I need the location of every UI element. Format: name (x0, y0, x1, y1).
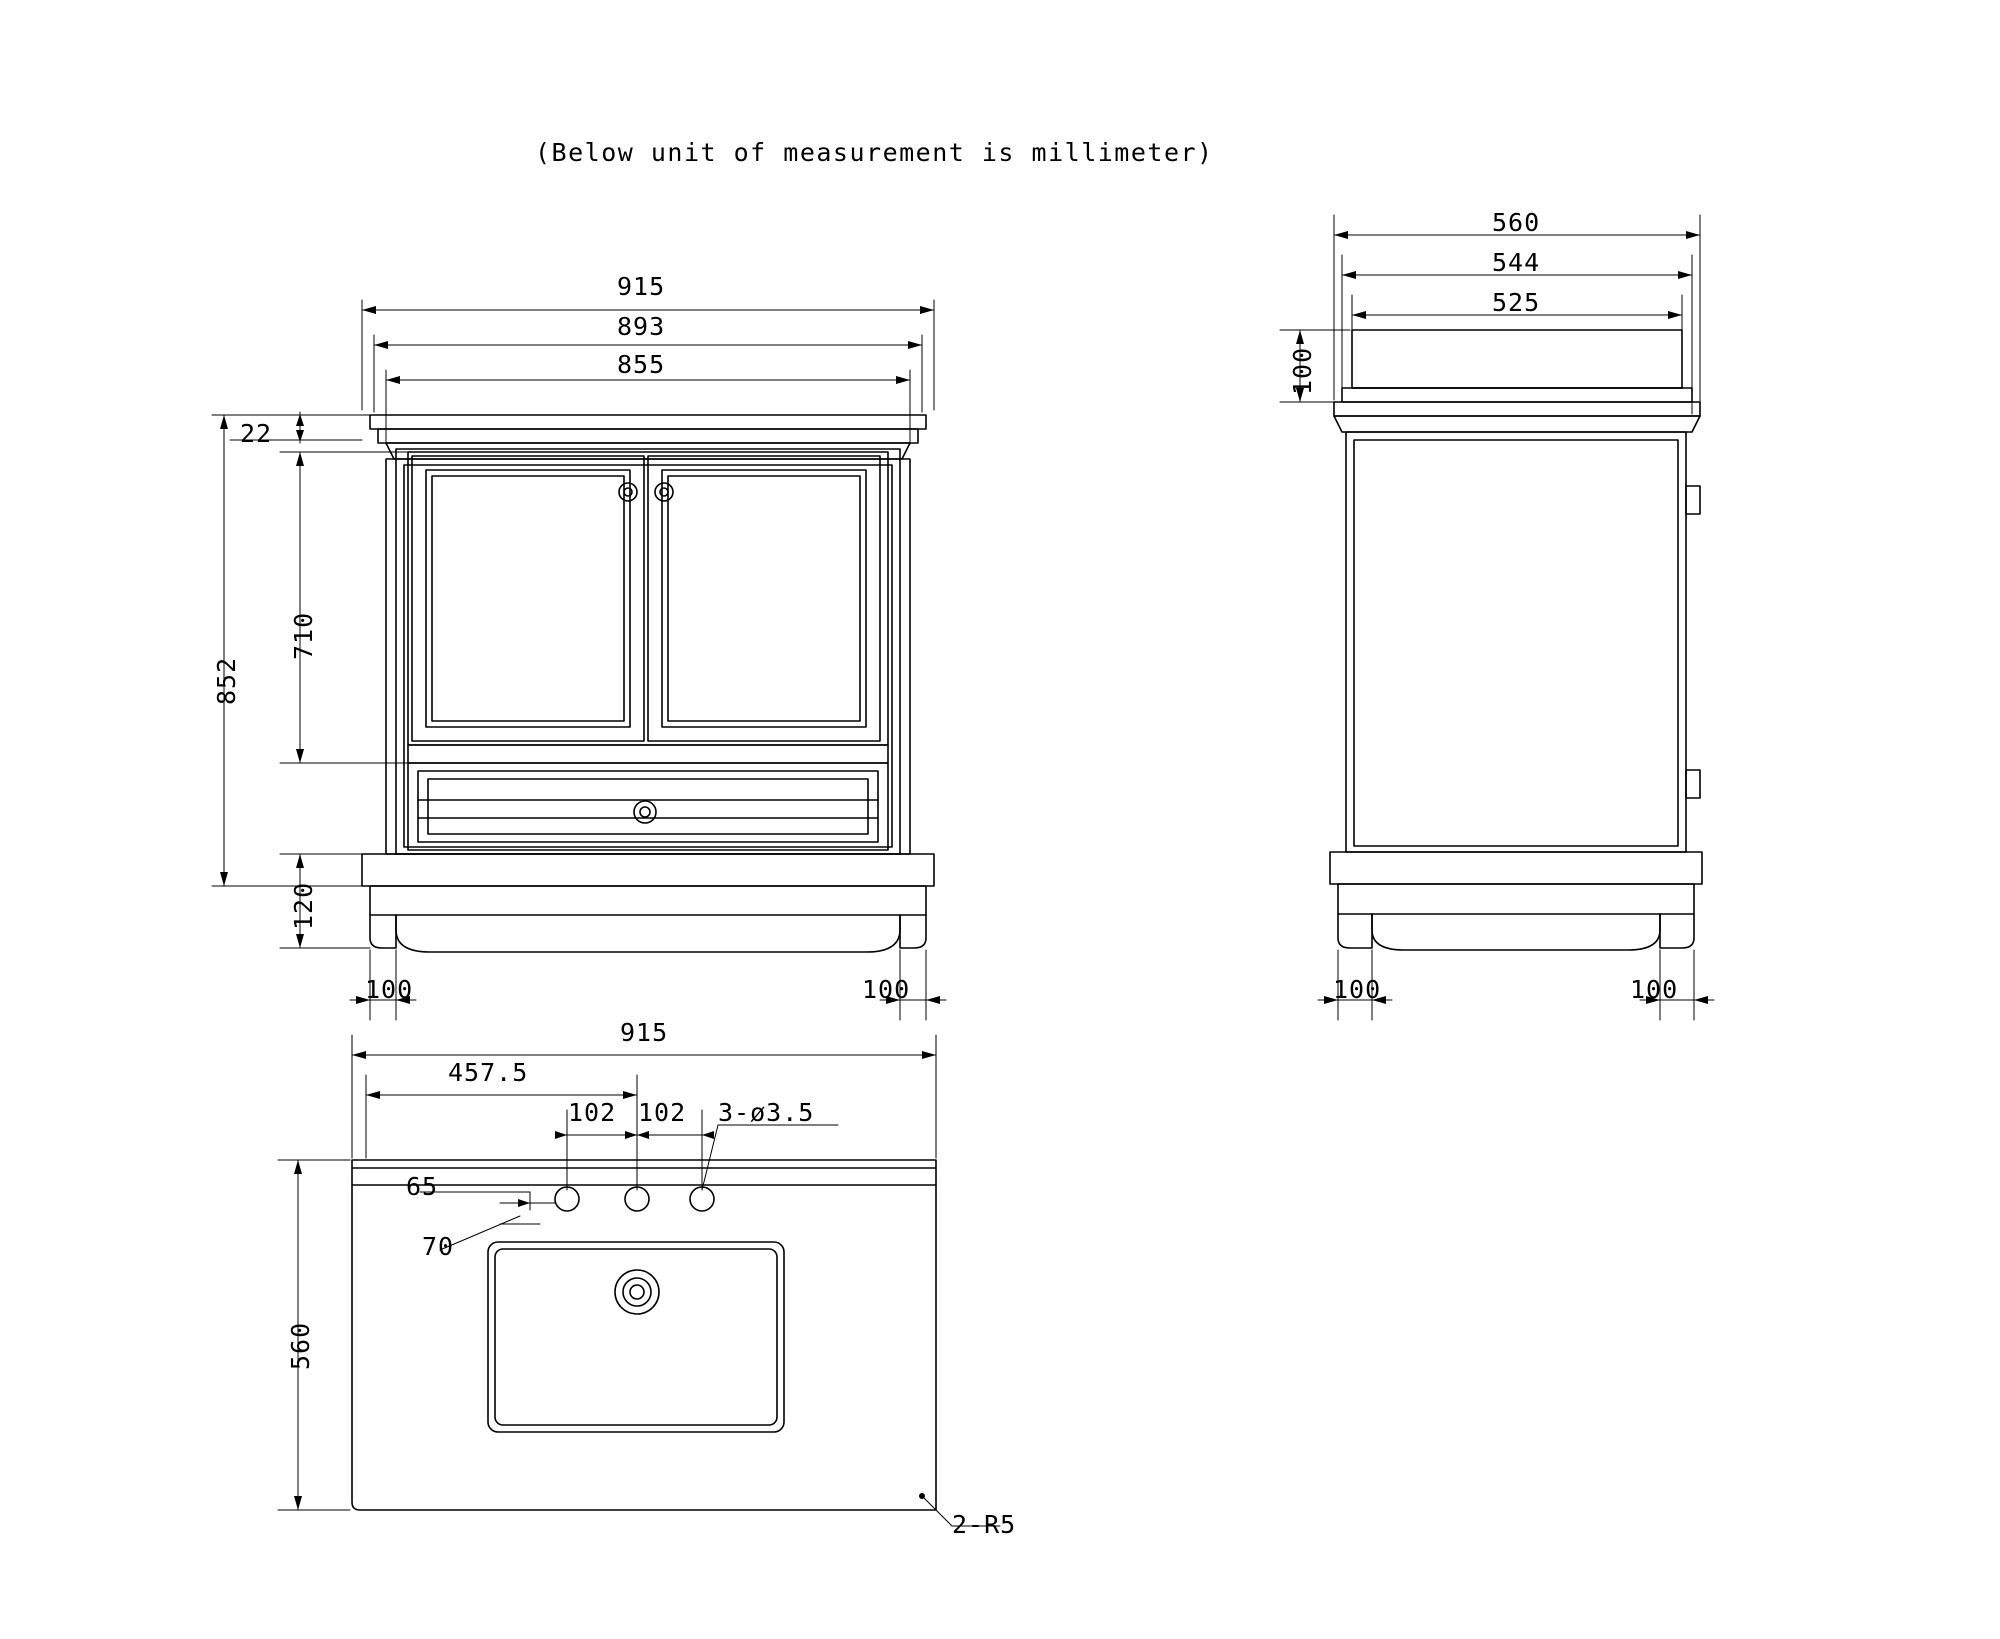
dim-front-top-width-second: 893 (617, 312, 666, 341)
dim-front-body-width: 855 (617, 350, 666, 379)
dim-side-depth-third: 525 (1492, 288, 1541, 317)
dim-side-foot-back: 100 (1630, 975, 1679, 1004)
dim-top-hole-spacing-1: 102 (568, 1098, 617, 1127)
dim-top-hole-spacing-2: 102 (638, 1098, 687, 1127)
dim-front-foot-right: 100 (862, 975, 911, 1004)
dim-front-total-height: 852 (212, 656, 241, 705)
dim-top-hole-callout: 3-ø3.5 (718, 1098, 815, 1127)
dim-top-edge-to-hole-front: 65 (406, 1172, 439, 1201)
dim-side-backsplash-height: 100 (1288, 346, 1317, 395)
dim-front-counter-thickness: 22 (240, 419, 273, 448)
dim-front-base-height: 120 (289, 881, 318, 930)
dim-front-top-width-overall: 915 (617, 272, 666, 301)
dim-front-door-height: 710 (289, 611, 318, 660)
dim-top-center-offset: 457.5 (448, 1058, 529, 1087)
dim-top-edge-to-basin: 70 (422, 1232, 455, 1261)
dim-top-depth: 560 (286, 1321, 315, 1370)
dim-side-depth-second: 544 (1492, 248, 1541, 277)
dim-top-width: 915 (620, 1018, 669, 1047)
dim-side-foot-front: 100 (1333, 975, 1382, 1004)
dim-side-depth-overall: 560 (1492, 208, 1541, 237)
units-note: (Below unit of measurement is millimeter) (535, 138, 1214, 167)
dim-top-corner-callout: 2-R5 (952, 1510, 1017, 1539)
dim-front-foot-left: 100 (365, 975, 414, 1004)
